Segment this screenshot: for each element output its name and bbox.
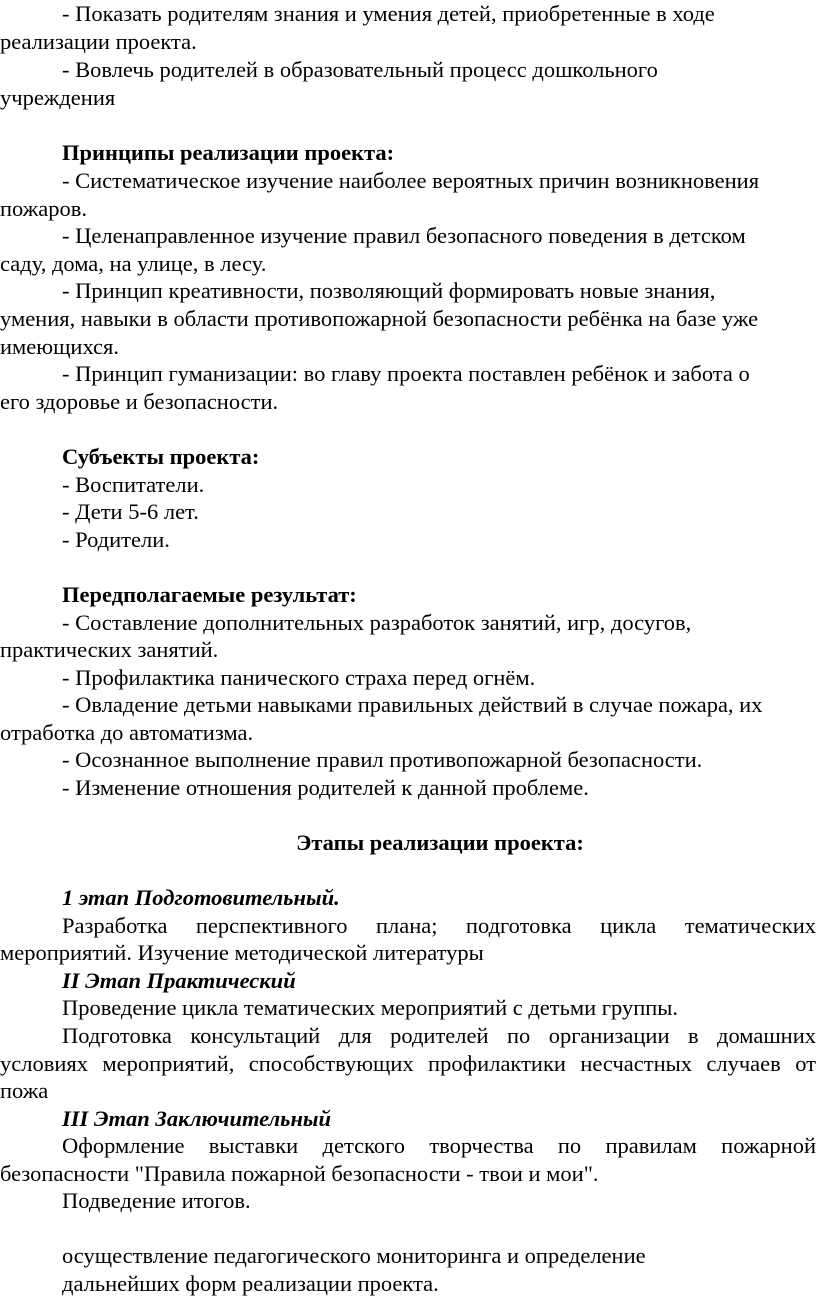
- stage-2-text: пожа: [0, 1078, 49, 1103]
- results-heading: Передполагаемые результат:: [62, 582, 357, 607]
- result-line: - Овладение детьми навыками правильных действий в случае пожара, их: [62, 692, 763, 717]
- principle-line: - Систематическое изучение наиболее вероятных причин возникновения: [62, 168, 760, 193]
- stage-3-text: Подведение итогов.: [62, 1188, 251, 1213]
- result-line: - Осознанное выполнение правил противопожарной безопасности.: [62, 747, 703, 772]
- stage-2-text: Подготовка консультаций для родителей по организации в домашних: [62, 1023, 816, 1048]
- principle-line: - Целенаправленное изучение правил безопасного поведения в детском: [62, 223, 746, 248]
- subject-item: - Родители.: [62, 527, 170, 552]
- principle-line: пожаров.: [0, 196, 88, 221]
- stage-3-text: Оформление выставки детского творчества по правилам пожарной: [62, 1133, 816, 1158]
- principle-line: - Принцип креативности, позволяющий формировать новые знания,: [62, 278, 716, 303]
- final-line: дальнейших форм реализации проекта.: [62, 1271, 439, 1296]
- principle-line: умения, навыки в области противопожарной безопасности ребёнка на базе уже: [0, 306, 759, 331]
- stage-2-text: условиях мероприятий, способствующих профилактики несчастных случаев от: [0, 1051, 816, 1076]
- subject-item: - Дети 5-6 лет.: [62, 499, 199, 524]
- stage-3-text: безопасности "Правила пожарной безопасности - твои и мои".: [0, 1161, 599, 1186]
- principle-line: - Принцип гуманизации: во главу проекта поставлен ребёнок и забота о: [62, 361, 750, 386]
- stage-1-text: Разработка перспективного плана; подготовка цикла тематических: [62, 913, 816, 938]
- principle-line: саду, дома, на улице, в лесу.: [0, 251, 267, 276]
- stage-2-text: Проведение цикла тематических мероприятий с детьми группы.: [62, 995, 679, 1020]
- stage-1-text: мероприятий. Изучение методической литературы: [0, 940, 484, 965]
- stage-1-title: 1 этап Подготовительный.: [62, 885, 340, 910]
- goal-line: - Показать родителям знания и умения детей, приобретенные в ходе: [62, 1, 715, 26]
- principles-heading: Принципы реализации проекта:: [62, 140, 395, 165]
- result-line: - Составление дополнительных разработок занятий, игр, досугов,: [62, 610, 692, 635]
- result-line: отработка до автоматизма.: [0, 720, 254, 745]
- stages-heading: Этапы реализации проекта:: [296, 830, 584, 855]
- subject-item: - Воспитатели.: [62, 472, 205, 497]
- stage-3-title: III Этап Заключительный: [62, 1106, 332, 1131]
- result-line: - Изменение отношения родителей к данной проблеме.: [62, 775, 589, 800]
- stage-2-title: II Этап Практический: [62, 968, 296, 993]
- principle-line: его здоровье и безопасности.: [0, 389, 279, 414]
- principle-line: имеющихся.: [0, 334, 120, 359]
- result-line: практических занятий.: [0, 637, 219, 662]
- result-line: - Профилактика панического страха перед огнём.: [62, 665, 536, 690]
- goal-line: - Вовлечь родителей в образовательный процесс дошкольного: [62, 57, 658, 82]
- goal-line: учреждения: [0, 85, 116, 110]
- subjects-heading: Субъекты проекта:: [62, 444, 260, 469]
- goal-line: реализации проекта.: [0, 29, 197, 54]
- final-line: осуществление педагогического мониторинга и определение: [62, 1243, 646, 1268]
